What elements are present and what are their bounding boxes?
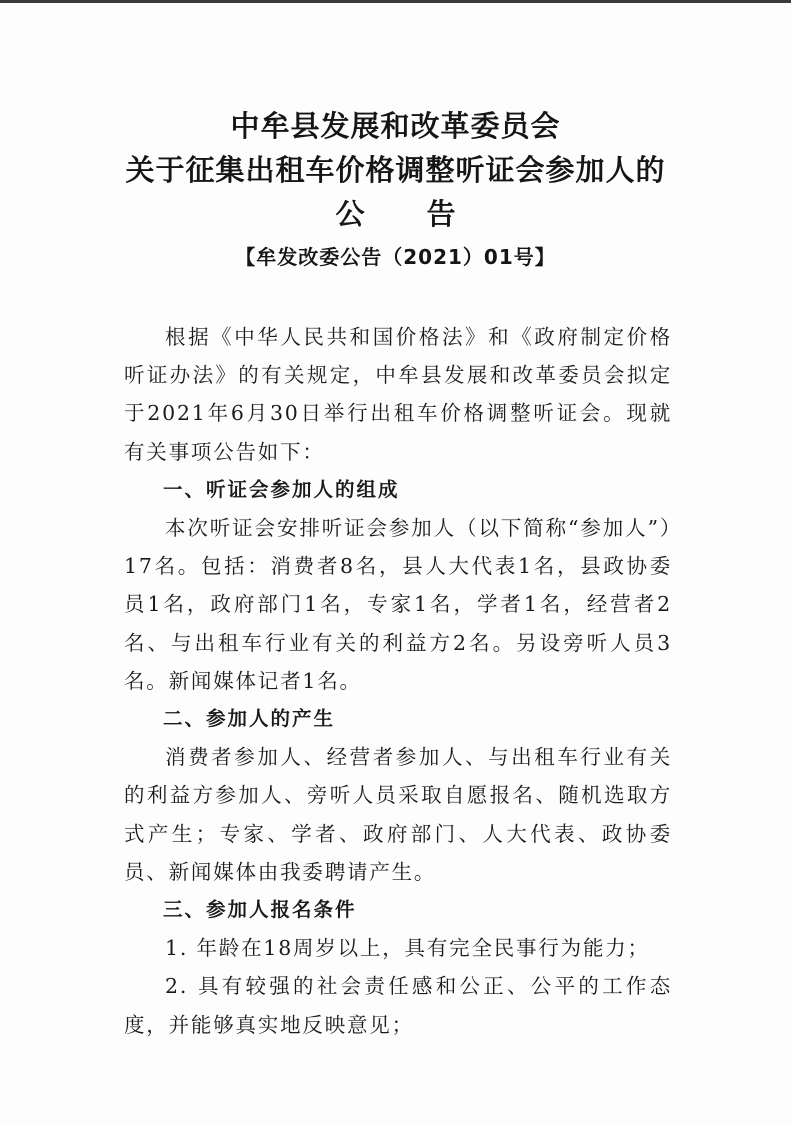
section-1-heading: 一、听证会参加人的组成	[163, 477, 400, 501]
document-body	[124, 318, 672, 1044]
condition-2: 2. 具有较强的社会责任感和公正、公平的工作态度，并能够真实地反映意见；	[124, 974, 672, 1037]
section-3-heading: 三、参加人报名条件	[163, 898, 357, 922]
section-2-heading: 二、参加人的产生	[163, 707, 336, 731]
scan-top-edge	[0, 0, 791, 3]
document-number: 【牟发改委公告（2021）01号】	[235, 245, 556, 269]
document-header	[0, 104, 791, 272]
condition-1: 1. 年龄在18周岁以上，具有完全民事行为能力；	[165, 936, 650, 961]
title-line-2: 关于征集出租车价格调整听证会参加人的	[125, 153, 666, 187]
intro-paragraph: 根据《中华人民共和国价格法》和《政府制定价格听证办法》的有关规定，中牟县发展和改革委员会拟定于2021年6月30日举行出租车价格调整听证会。现就有关事项公告如下：	[124, 325, 672, 464]
title-line-1: 中牟县发展和改革委员会	[230, 109, 561, 143]
section-2-paragraph: 消费者参加人、经营者参加人、与出租车行业有关的利益方参加人、旁听人员采取自愿报名、随机选取方式产生；专家、学者、政府部门、人大代表、政协委员、新闻媒体由我委聘请产生。	[124, 745, 672, 884]
section-1-paragraph: 本次听证会安排听证会参加人（以下简称“参加人”）17名。包括：消费者8名，县人大代表1名，县政协委员1名，政府部门1名，专家1名，学者1名，经营者2名、与出租车行业有关的利益方2名。另设旁听人员3名。新闻媒体记者1名。	[124, 516, 672, 693]
title-line-3: 公告	[335, 197, 518, 231]
